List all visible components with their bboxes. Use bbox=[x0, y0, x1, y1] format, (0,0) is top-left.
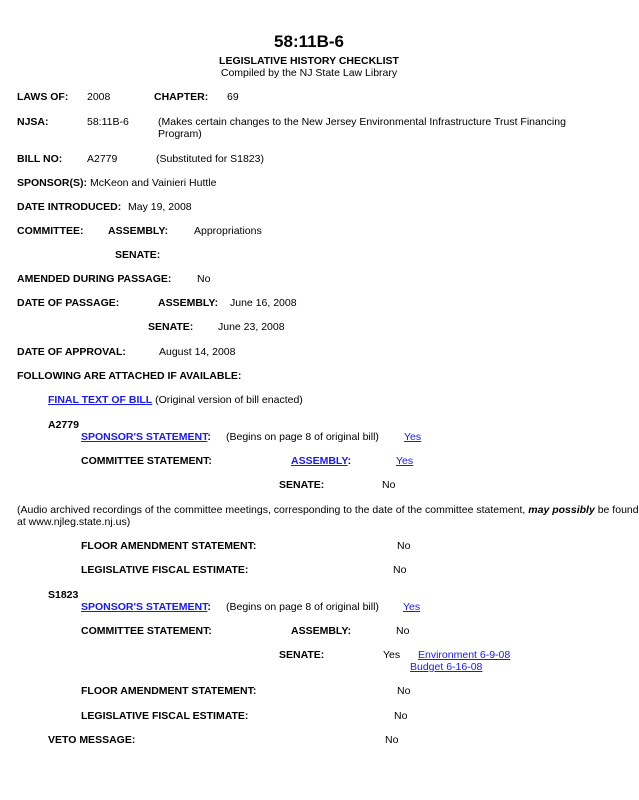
final-text-link[interactable]: FINAL TEXT OF BILL bbox=[48, 394, 153, 406]
bill-substituted-note: (Substituted for S1823) bbox=[156, 153, 264, 165]
final-text-note: (Original version of bill enacted) bbox=[155, 394, 303, 406]
audio-note-emphasis: may possibly bbox=[528, 504, 595, 516]
chapter-label: CHAPTER: bbox=[154, 91, 209, 103]
s1823-senate-budget-link[interactable]: Budget 6-16-08 bbox=[410, 661, 483, 673]
s1823-senate-environment-link[interactable]: Environment 6-9-08 bbox=[418, 649, 511, 661]
s1823-committee-statement-label: COMMITTEE STATEMENT: bbox=[81, 625, 212, 637]
committee-label: COMMITTEE: bbox=[17, 225, 84, 237]
njsa-description-line2: Program) bbox=[158, 128, 202, 140]
a2779-fiscal-estimate-value: No bbox=[393, 564, 407, 576]
laws-of-label: LAWS OF: bbox=[17, 91, 69, 103]
bill-no-label: BILL NO: bbox=[17, 153, 63, 165]
compiled-by: Compiled by the NJ State Law Library bbox=[220, 67, 398, 79]
a2779-sponsor-statement-link[interactable]: SPONSOR'S STATEMENT bbox=[81, 431, 208, 443]
s1823-sponsor-statement-row bbox=[81, 601, 211, 614]
passage-senate-label: SENATE: bbox=[148, 321, 194, 333]
a2779-sponsor-statement-yes-link[interactable]: Yes bbox=[404, 431, 422, 443]
laws-of-value: 2008 bbox=[87, 91, 111, 103]
s1823-fiscal-estimate-value: No bbox=[394, 710, 408, 722]
passage-senate-value: June 23, 2008 bbox=[218, 321, 285, 333]
s1823-sponsor-statement-note: (Begins on page 8 of original bill) bbox=[226, 601, 379, 613]
s1823-fiscal-estimate-label: LEGISLATIVE FISCAL ESTIMATE: bbox=[81, 710, 249, 722]
amended-label: AMENDED DURING PASSAGE: bbox=[17, 273, 172, 285]
committee-assembly-value: Appropriations bbox=[194, 225, 262, 237]
audio-note-line2: at www.njleg.state.nj.us) bbox=[17, 516, 131, 528]
njsa-label: NJSA: bbox=[17, 116, 49, 128]
a2779-senate-label: SENATE: bbox=[279, 479, 325, 491]
passage-assembly-value: June 16, 2008 bbox=[230, 297, 297, 309]
a2779-fiscal-estimate-label: LEGISLATIVE FISCAL ESTIMATE: bbox=[81, 564, 249, 576]
a2779-sponsor-statement-colon: : bbox=[207, 431, 211, 443]
passage-assembly-label: ASSEMBLY: bbox=[158, 297, 219, 309]
veto-message-value: No bbox=[385, 734, 399, 746]
sponsors-value: McKeon and Vainieri Huttle bbox=[90, 177, 217, 189]
committee-assembly-label: ASSEMBLY: bbox=[108, 225, 169, 237]
a2779-sponsor-statement-note: (Begins on page 8 of original bill) bbox=[226, 431, 379, 443]
a2779-assembly-colon: : bbox=[347, 455, 352, 467]
audio-note-text-end: be found bbox=[594, 504, 639, 516]
s1823-senate-label: SENATE: bbox=[279, 649, 325, 661]
a2779-assembly-yes-link[interactable]: Yes bbox=[396, 455, 414, 467]
njsa-value: 58:11B-6 bbox=[87, 116, 129, 128]
approval-label: DATE OF APPROVAL: bbox=[17, 346, 126, 358]
amended-value: No bbox=[197, 273, 211, 285]
approval-value: August 14, 2008 bbox=[159, 346, 236, 358]
a2779-assembly-row bbox=[291, 455, 351, 468]
date-introduced-label: DATE INTRODUCED: bbox=[17, 201, 122, 213]
bill-no-value: A2779 bbox=[87, 153, 118, 165]
veto-message-label: VETO MESSAGE: bbox=[48, 734, 136, 746]
a2779-heading: A2779 bbox=[48, 419, 79, 431]
passage-label: DATE OF PASSAGE: bbox=[17, 297, 120, 309]
a2779-assembly-link[interactable]: ASSEMBLY bbox=[291, 455, 348, 467]
a2779-floor-amendment-value: No bbox=[397, 540, 411, 552]
final-text-row bbox=[48, 394, 303, 407]
s1823-floor-amendment-value: No bbox=[397, 685, 411, 697]
page-title: 58:11B-6 bbox=[274, 32, 344, 51]
a2779-senate-value: No bbox=[382, 479, 396, 491]
s1823-assembly-value: No bbox=[396, 625, 410, 637]
njsa-description-line1: (Makes certain changes to the New Jersey Environmental Infrastructure Trust Financing bbox=[158, 116, 566, 128]
a2779-floor-amendment-label: FLOOR AMENDMENT STATEMENT: bbox=[81, 540, 257, 552]
s1823-floor-amendment-label: FLOOR AMENDMENT STATEMENT: bbox=[81, 685, 257, 697]
s1823-heading: S1823 bbox=[48, 589, 79, 601]
a2779-sponsor-statement-row bbox=[81, 431, 211, 444]
attached-heading: FOLLOWING ARE ATTACHED IF AVAILABLE: bbox=[17, 370, 242, 382]
s1823-sponsor-statement-colon: : bbox=[207, 601, 211, 613]
committee-senate-label: SENATE: bbox=[115, 249, 161, 261]
a2779-committee-statement-label: COMMITTEE STATEMENT: bbox=[81, 455, 212, 467]
date-introduced-value: May 19, 2008 bbox=[128, 201, 192, 213]
s1823-sponsor-statement-yes-link[interactable]: Yes bbox=[403, 601, 421, 613]
s1823-senate-value: Yes bbox=[383, 649, 401, 661]
audio-note-text: (Audio archived recordings of the committee meetings, corresponding to the date of the committee statement, bbox=[17, 504, 529, 516]
s1823-sponsor-statement-link[interactable]: SPONSOR'S STATEMENT bbox=[81, 601, 208, 613]
checklist-subtitle: LEGISLATIVE HISTORY CHECKLIST bbox=[219, 55, 399, 67]
s1823-assembly-label: ASSEMBLY: bbox=[291, 625, 352, 637]
chapter-value: 69 bbox=[227, 91, 239, 103]
sponsors-label: SPONSOR(S): bbox=[17, 177, 88, 189]
